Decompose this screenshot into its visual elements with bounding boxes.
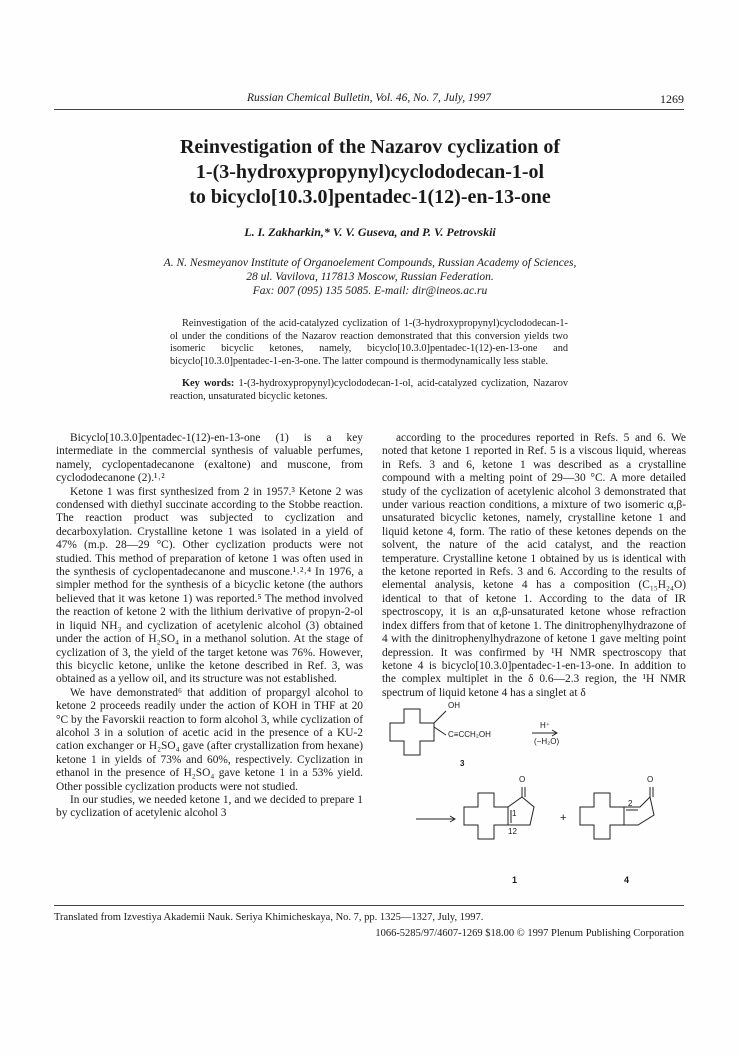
copyright-line: 1066-5285/97/4607-1269 $18.00 © 1997 Plenum Publishing Corporation bbox=[375, 928, 684, 939]
keywords-label: Key words: bbox=[182, 378, 235, 389]
journal-reference: Russian Chemical Bulletin, Vol. 46, No. 7, July, 1997 bbox=[246, 92, 492, 104]
locant-label: 12 bbox=[508, 827, 517, 836]
title-line-2: 1-(3-hydroxypropynyl)cyclododecan-1-ol bbox=[195, 161, 545, 183]
cyclododecane-ring bbox=[390, 709, 434, 755]
compound-1-label: 1 bbox=[512, 875, 518, 885]
abstract: Reinvestigation of the acid-catalyzed cyclization of 1-(3-hydroxypropynyl)cyclododecan-1-ol under the conditions of the Nazarov reaction demonstrated that this conversion yields two isomeric bicyclic ketones, namely, bicyclo[10.3.0]pentadec-1(12)-en-13-one and bicyclo[10.3.0]pentadec-1-en-3-one. The latter compound is thermodynamically less stable. bbox=[170, 318, 568, 367]
keywords-text: 1-(3-hydroxypropynyl)cyclododecan-1-ol, acid-catalyzed cyclization, Nazarov reaction, unsaturated bicyclic ketones. bbox=[170, 378, 568, 402]
author-list: L. I. Zakharkin,* V. V. Guseva, and P. V. Petrovskii bbox=[244, 225, 496, 239]
keywords bbox=[170, 378, 568, 403]
affiliation-line-3: Fax: 007 (095) 135 5085. E-mail: dir@ineos.ac.ru bbox=[252, 285, 488, 297]
title-line-3: to bicyclo[10.3.0]pentadec-1(12)-en-13-one bbox=[189, 186, 551, 208]
left-column bbox=[56, 432, 363, 821]
right-column bbox=[382, 432, 686, 700]
catalyst-label: H⁺ bbox=[540, 721, 550, 730]
paragraph: Ketone 1 was first synthesized from 2 in 1957.³ Ketone 2 was condensed with diethyl succinate according to the Stobbe reaction. The reaction product was subjected to cyclization and decarboxylation. Crystalline ketone 1 was isolated in a yield of 47% (m.p. 28—29 °C). Other cyclization products were not studied. This method of preparation of ketone 1 was often used in the synthesis of cyclopentadecanone and muscone.¹˒²˒⁴ In 1976, a simpler method for the synthesis of a bicyclic ketone (the authors believed that it was ketone 1) was reported.⁵ The method involved the reaction of ketone 2 with the lithium derivative of propyn-2-ol in liquid NH₃ and cyclization of acetylenic alcohol (3) obtained under the action of H₂SO₄ in a methanol solution. At the stage of cyclization of 3, the yield of the target ketone was 76%. However, this bicyclic ketone, unlike the ketone described in Ref. 3, was obtained as a yellow oil, and its structure was not established. bbox=[56, 485, 363, 686]
affiliation bbox=[60, 256, 680, 298]
title-line-1: Reinvestigation of the Nazarov cyclization of bbox=[179, 136, 561, 158]
oh-label: OH bbox=[448, 701, 460, 710]
paragraph: according to the procedures reported in Refs. 5 and 6. We noted that ketone 1 reported in Ref. 5 is a viscous liquid, whereas in Refs. 3 and 6, ketone 1 was described as a crystalline compound with a melting point of 29—30 °C. A more detailed study of the cyclization of acetylenic alcohol 3 demonstrated that under various reaction conditions, a mixture of two isomeric α,β-unsaturated bicyclic ketones, namely, crystalline ketone 1 and liquid ketone 4, form. The ratio of these ketones depends on the solvent, the nature of the acid catalyst, and the reaction temperature. Crystalline ketone 1 obtained by us is identical with the ketone reported in Refs. 3 and 6. According to the results of elemental analysis, ketone 4 has a composition (C₁₅H₂₄O) identical to that of ketone 1. According to the data of IR spectroscopy, it is an α,β-unsaturated ketone whose refraction index differs from that of ketone 1. The dinitrophenylhydrazone of 4 with the dinitrophenylhydrazone of ketone 1 gave melting point depression. It was confirmed by ¹H NMR spectroscopy that ketone 4 is bicyclo[10.3.0]pentadec-1-en-13-one. In addition to the complex multiplet in the δ 0.6—2.3 region, the ¹H NMR spectrum of liquid ketone 4 has a singlet at δ bbox=[382, 432, 686, 699]
scheme-drawing bbox=[382, 697, 686, 895]
reaction-scheme bbox=[382, 697, 686, 895]
product-4-macrocycle bbox=[580, 793, 624, 839]
article-title bbox=[60, 135, 680, 210]
affiliation-line-1: A. N. Nesmeyanov Institute of Organoelement Compounds, Russian Academy of Sciences, bbox=[163, 257, 577, 269]
locant-label: 2 bbox=[628, 799, 633, 808]
paragraph: In our studies, we needed ketone 1, and we decided to prepare 1 by cyclization of acetylenic alcohol 3 bbox=[56, 793, 363, 820]
alkyne-label: C≡CCH₂OH bbox=[448, 730, 491, 739]
paragraph: Bicyclo[10.3.0]pentadec-1(12)-en-13-one (1) is a key intermediate in the commercial synthesis of valuable perfumes, namely, cyclopentadecanone (exaltone) and muscone, from cyclododecanone (2).¹˒² bbox=[56, 432, 363, 485]
compound-4-label: 4 bbox=[624, 875, 630, 885]
locant-label: 1 bbox=[512, 809, 517, 818]
affiliation-line-2: 28 ul. Vavilova, 117813 Moscow, Russian Federation. bbox=[246, 271, 494, 283]
oxygen-label: O bbox=[647, 775, 654, 784]
header-rule bbox=[54, 109, 684, 110]
paragraph: We have demonstrated⁶ that addition of propargyl alcohol to ketone 2 proceeds readily under the action of KOH in THF at 20 °C by the Favorskii reaction to form alcohol 3, while cyclization of alcohol 3 in a solution of acetic acid in the presence of a KU-2 cation exchanger or H₂SO₄ gave (after crystallization from hexane) ketone 1 in yields of 73% and 60%, respectively. Cyclization in ethanol in the presence of H₂SO₄ gave ketone 1 in a 53% yield. Other possible cyclization products were not studied. bbox=[56, 686, 363, 793]
bond-alkyne bbox=[434, 727, 446, 735]
oxygen-label: O bbox=[519, 775, 526, 784]
running-head bbox=[54, 92, 684, 108]
byproduct-label: (−H₂O) bbox=[534, 737, 560, 746]
page-number: 1269 bbox=[660, 92, 684, 106]
product-1-macrocycle bbox=[464, 793, 508, 839]
bond-oh bbox=[434, 711, 446, 723]
plus-sign: + bbox=[560, 812, 567, 824]
footer-rule bbox=[54, 905, 684, 906]
translation-note: Translated from Izvestiya Akademii Nauk. Seriya Khimicheskaya, No. 7, pp. 1325—1327, July, 1997. bbox=[54, 912, 484, 923]
compound-3-label: 3 bbox=[460, 759, 465, 768]
